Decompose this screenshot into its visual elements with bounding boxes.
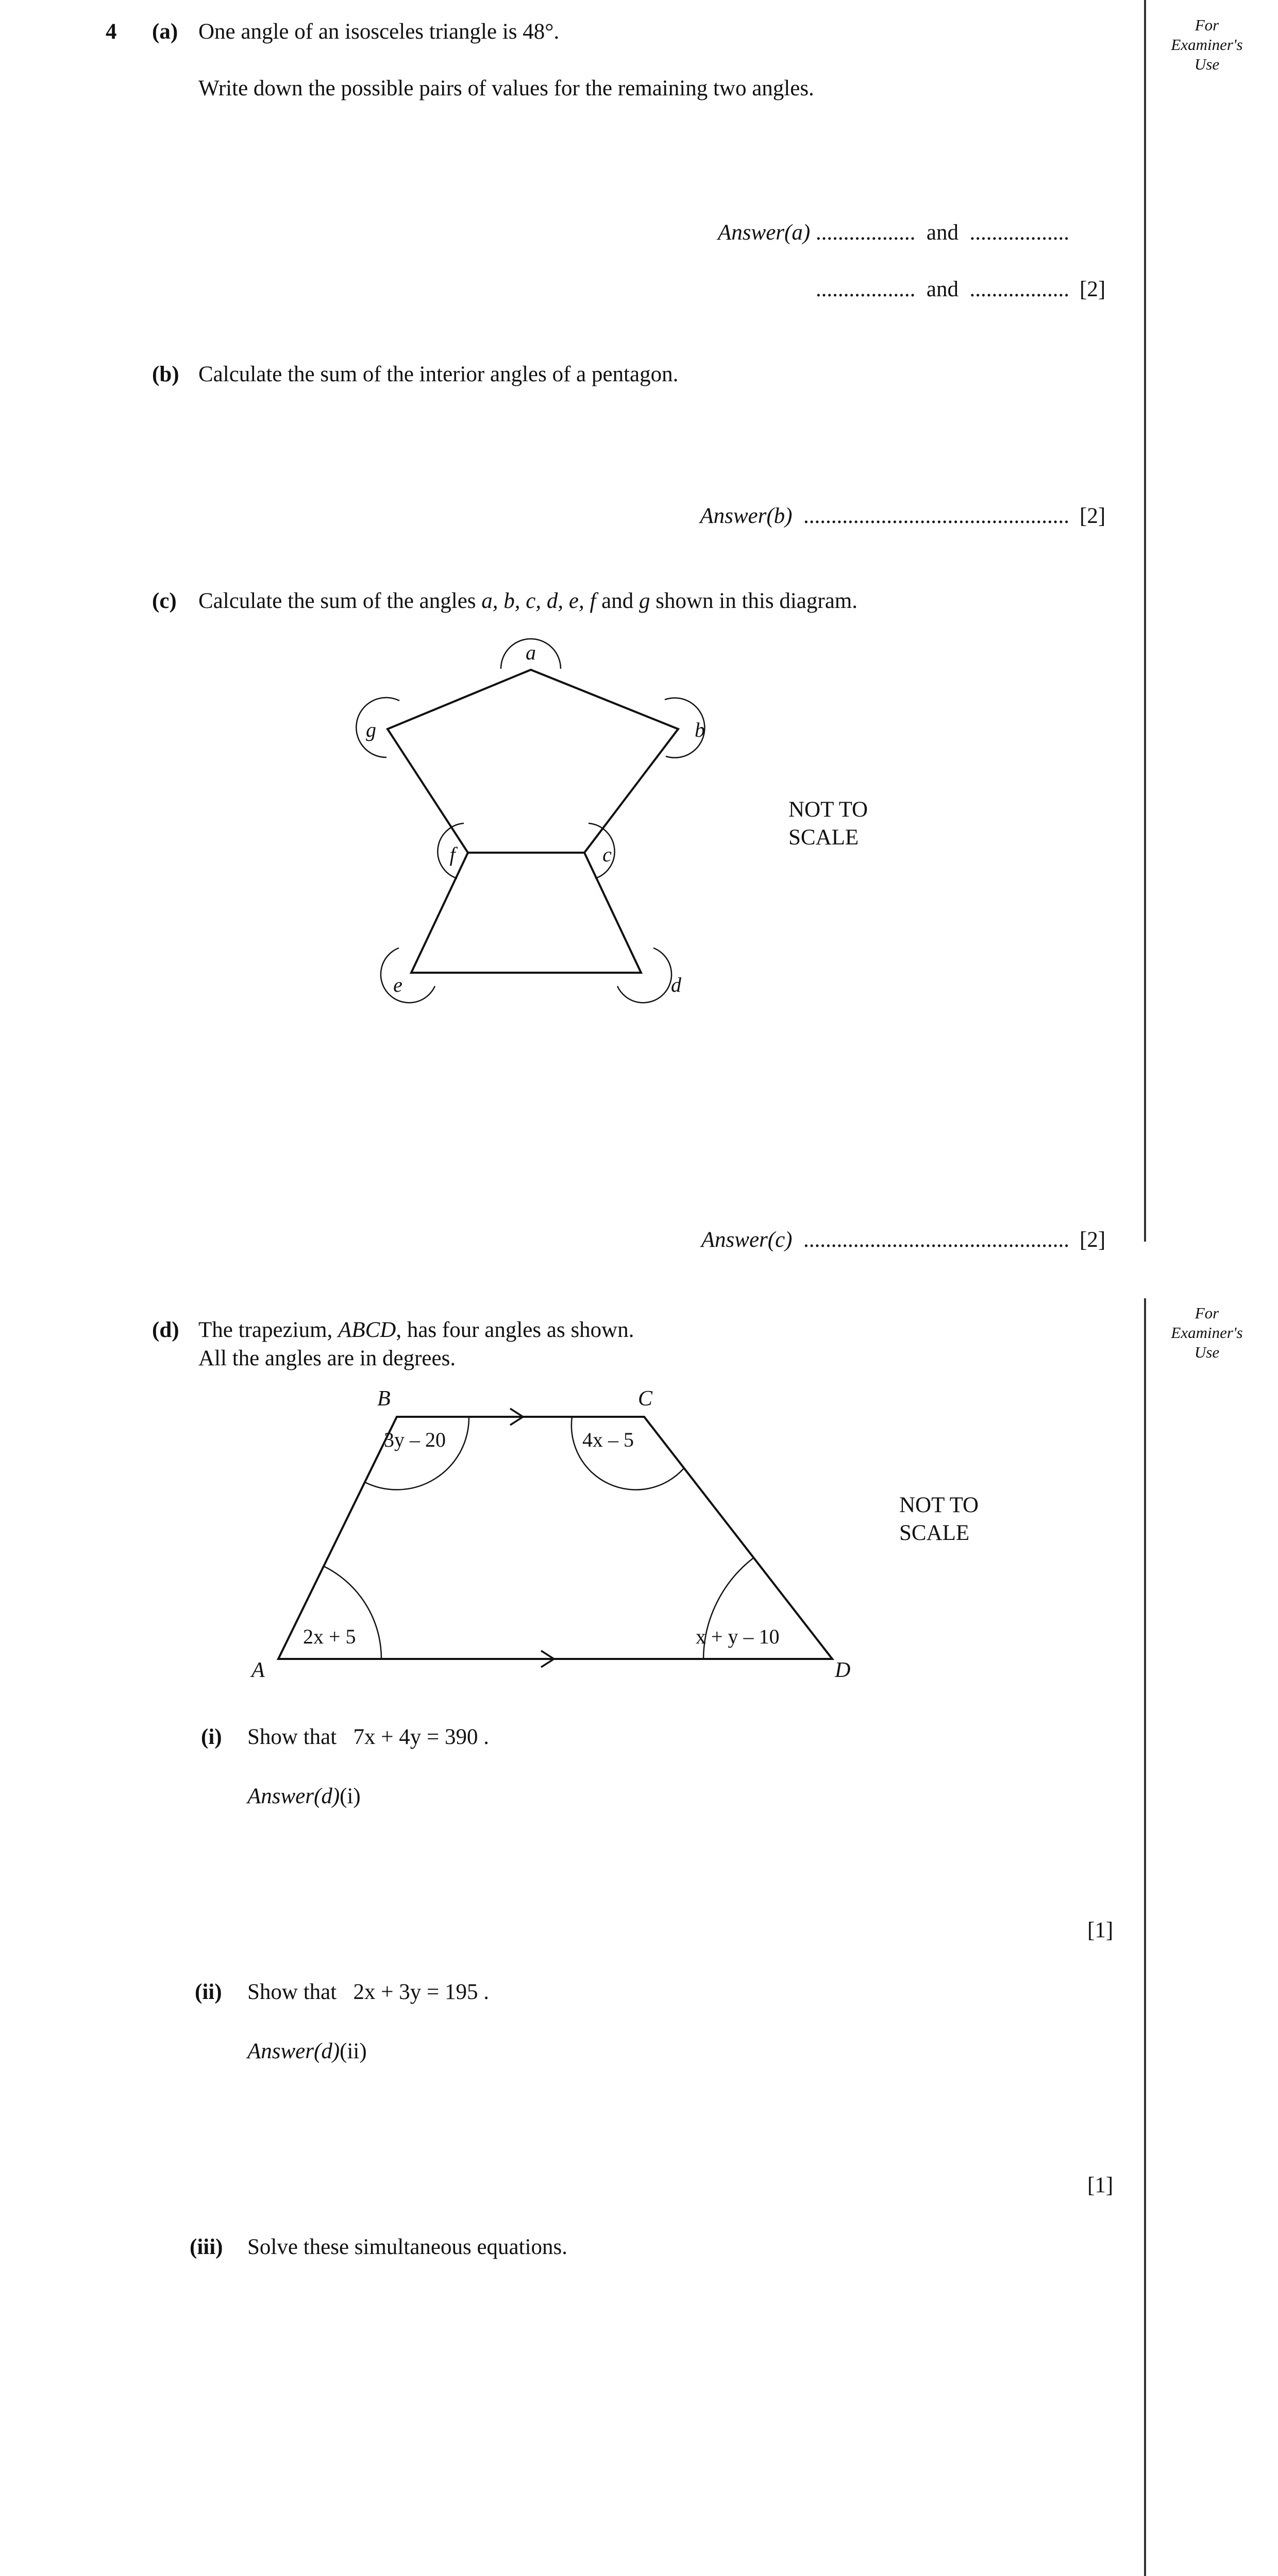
part-b-answer-row (700, 502, 1069, 530)
part-d-intro-2: All the angles are in degrees. (198, 1346, 456, 1370)
vertex-label-A: A (251, 1658, 265, 1682)
question-number: 4 (106, 20, 117, 44)
part-d-iii-label: (iii) (190, 2235, 223, 2259)
part-a-answer-row-2 (816, 276, 1069, 303)
trapezium-outline (278, 1417, 832, 1659)
answer-blank[interactable]: .................. (969, 221, 1069, 245)
intro-suffix: , has four angles as shown. (396, 1318, 634, 1342)
part-d-label: (d) (152, 1318, 179, 1342)
part-a-label: (a) (152, 20, 178, 44)
part-d-i-answer-label (247, 1783, 361, 1810)
and-text: and (926, 277, 959, 301)
examiner-margin-line-bottom (1144, 1298, 1146, 2576)
not-to-scale-line: NOT TO (788, 798, 868, 822)
answer-suffix: (ii) (340, 2039, 367, 2063)
answer-blank[interactable]: .................. (815, 277, 916, 301)
not-to-scale-line: SCALE (788, 825, 859, 850)
examiner-label-line: For (1195, 1304, 1219, 1322)
examiner-label-line: Examiner's (1171, 35, 1243, 54)
part-c-not-to-scale (788, 796, 868, 852)
diagram-label-c: c (602, 843, 612, 866)
answer-blank[interactable]: ................................................ (803, 1228, 1069, 1252)
examiner-margin-line-top (1144, 0, 1146, 1242)
part-d-i-label: (i) (201, 1725, 222, 1749)
diagram-label-a: a (526, 641, 536, 664)
answer-label: Answer(d) (247, 2039, 340, 2063)
diagram-label-g: g (366, 718, 376, 741)
part-b-marks: [2] (1080, 504, 1106, 528)
angle-arc-d (617, 948, 671, 1003)
part-b-text: Calculate the sum of the interior angles of a pentagon. (198, 362, 679, 386)
part-a-marks: [2] (1080, 277, 1106, 301)
examiner-use-label-bottom (1145, 1303, 1269, 1362)
diagram-label-e: e (393, 973, 402, 996)
part-d-i-marks: [1] (1087, 1918, 1114, 1942)
part-c-label: (c) (152, 589, 177, 613)
pentagon-trapezium-diagram (335, 629, 727, 1030)
vertex-label-D: D (835, 1658, 851, 1682)
trapezium-diagram (242, 1386, 892, 1695)
diagram-label-d: d (671, 973, 681, 996)
part-c-text-and: and (596, 589, 639, 613)
answer-label: Answer(b) (700, 504, 793, 528)
part-a-instruction: Write down the possible pairs of values for the remaining two angles. (198, 76, 814, 100)
trapezium-name: ABCD (338, 1318, 396, 1342)
part-c-text (198, 587, 857, 615)
equation-i: 7x + 4y = 390 . (353, 1725, 489, 1749)
part-d-ii-marks: [1] (1087, 2173, 1114, 2197)
part-d-ii-label: (ii) (195, 1980, 222, 2004)
part-d-ii-text (247, 1978, 489, 2006)
part-c-text-g: g (639, 589, 650, 613)
not-to-scale-line: NOT TO (899, 1493, 979, 1517)
diagram-label-f: f (449, 843, 456, 866)
answer-label: Answer(a) (718, 221, 811, 245)
part-d-i-text (247, 1723, 489, 1751)
part-c-text-suffix: shown in this diagram. (650, 589, 857, 613)
answer-label: Answer(c) (701, 1228, 793, 1252)
part-d-intro-1 (198, 1316, 634, 1344)
answer-blank[interactable]: .................. (815, 221, 916, 245)
part-c-text-prefix: Calculate the sum of the angles (198, 589, 482, 613)
examiner-use-label-top (1145, 15, 1269, 74)
diagram-outline (388, 670, 678, 973)
part-a-answer-row-1 (718, 219, 1069, 247)
not-to-scale-line: SCALE (899, 1520, 970, 1545)
part-d-not-to-scale (899, 1492, 979, 1547)
part-d-ii-answer-label (247, 2038, 367, 2065)
examiner-label-line: Use (1194, 55, 1220, 73)
diagram-label-b: b (695, 718, 705, 741)
vertex-label-C: C (638, 1387, 653, 1411)
examiner-label-line: Use (1194, 1343, 1220, 1361)
part-c-marks: [2] (1080, 1228, 1106, 1252)
part-c-text-vars: a, b, c, d, e, f (481, 589, 596, 613)
part-b-label: (b) (152, 362, 179, 386)
part-d-iii-text: Solve these simultaneous equations. (247, 2235, 568, 2259)
angle-arc-e (381, 948, 435, 1003)
show-that-text: Show that (247, 1980, 337, 2004)
answer-blank[interactable]: ................................................ (803, 504, 1069, 528)
examiner-label-line: For (1195, 16, 1219, 34)
angle-label-A: 2x + 5 (303, 1625, 356, 1648)
angle-label-D: x + y – 10 (696, 1625, 780, 1648)
show-that-text: Show that (247, 1725, 337, 1749)
vertex-label-B: B (377, 1387, 391, 1411)
examiner-label-line: Examiner's (1171, 1323, 1243, 1342)
answer-label: Answer(d) (247, 1784, 340, 1808)
and-text: and (926, 221, 959, 245)
part-a-text: One angle of an isosceles triangle is 48°. (198, 20, 560, 44)
answer-blank[interactable]: .................. (969, 277, 1069, 301)
part-c-answer-row (701, 1226, 1069, 1254)
equation-ii: 2x + 3y = 195 . (353, 1980, 489, 2004)
answer-suffix: (i) (340, 1784, 361, 1808)
angle-label-C: 4x – 5 (582, 1428, 634, 1451)
angle-label-B: 3y – 20 (384, 1428, 446, 1451)
intro-prefix: The trapezium, (198, 1318, 339, 1342)
